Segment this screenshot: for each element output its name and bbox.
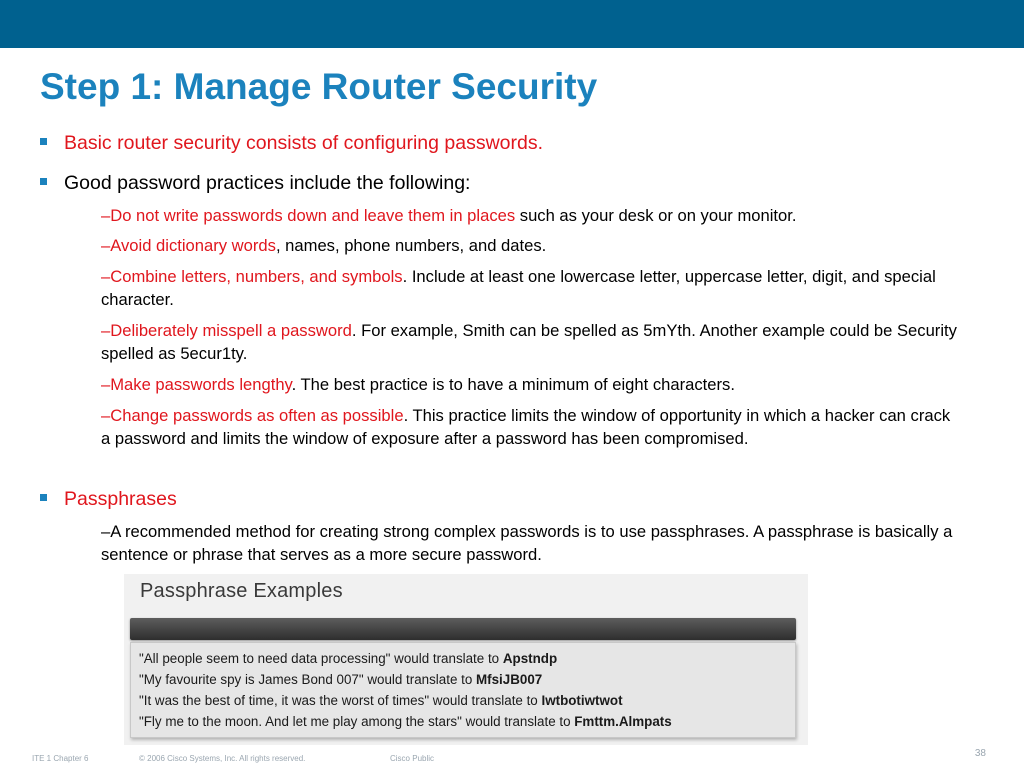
practice-highlight: –Do not write passwords down and leave them in places	[101, 206, 516, 225]
practice-highlight: –Combine letters, numbers, and symbols	[101, 267, 403, 286]
practice-item	[101, 373, 961, 396]
slide-title: Step 1: Manage Router Security	[40, 66, 598, 107]
practice-item	[101, 404, 961, 450]
example-row	[139, 714, 672, 729]
examples-list	[130, 642, 796, 738]
square-bullet-icon	[40, 138, 47, 145]
example-row	[139, 672, 542, 687]
practice-highlight: –Avoid dictionary words	[101, 236, 276, 255]
practice-rest: . This practice limits the window of opportunity in which a hacker can crack a password and limits the window of exposure after a password has been compromised.	[101, 406, 951, 448]
footer-copyright: © 2006 Cisco Systems, Inc. All rights reserved.	[139, 754, 306, 763]
figure-title: Passphrase Examples	[140, 580, 343, 602]
example-result: MfsiJB007	[476, 672, 543, 687]
practice-highlight: –Deliberately misspell a password	[101, 321, 352, 340]
example-row	[139, 693, 623, 708]
example-phrase: "Fly me to the moon. And let me play among the stars" would translate to	[139, 714, 575, 729]
practice-item	[101, 234, 961, 257]
page-number: 38	[974, 748, 986, 759]
practice-item	[101, 204, 961, 227]
practice-item	[101, 319, 961, 365]
bullet-text: Basic router security consists of configuring passwords.	[64, 132, 544, 154]
practice-highlight: –Change passwords as often as possible	[101, 406, 404, 425]
practice-rest: such as your desk or on your monitor.	[515, 206, 797, 225]
example-result: Iwtbotiwtwot	[541, 693, 623, 708]
example-row	[139, 651, 557, 666]
example-result: Fmttm.Almpats	[574, 714, 672, 729]
passphrase-description: –A recommended method for creating strong complex passwords is to use passphrases. A passphrase is basically a sentence or phrase that serves as a more secure password.	[101, 522, 953, 564]
example-phrase: "All people seem to need data processing" would translate to	[139, 651, 503, 666]
practice-rest: . Include at least one lowercase letter, uppercase letter, digit, and special character.	[101, 267, 936, 309]
practice-highlight: –Make passwords lengthy	[101, 375, 292, 394]
figure-header-bar	[130, 618, 796, 640]
practice-rest: , names, phone numbers, and dates.	[275, 236, 547, 255]
practice-rest: . For example, Smith can be spelled as 5mYth. Another example could be Security spelled as 5ecur1ty.	[101, 321, 957, 363]
example-result: Apstndp	[502, 651, 558, 666]
example-phrase: "It was the best of time, it was the worst of times" would translate to	[139, 693, 542, 708]
bullet-text: Passphrases	[64, 488, 177, 510]
footer-classification: Cisco Public	[390, 754, 435, 763]
passphrase-examples-figure	[124, 574, 808, 745]
footer-chapter: ITE 1 Chapter 6	[32, 754, 89, 763]
example-phrase: "My favourite spy is James Bond 007" would translate to	[139, 672, 476, 687]
practice-rest: . The best practice is to have a minimum of eight characters.	[291, 375, 735, 394]
bullet-text: Good password practices include the following:	[64, 172, 471, 194]
header-bar	[0, 0, 1024, 48]
practice-item	[101, 265, 961, 311]
square-bullet-icon	[40, 494, 47, 501]
square-bullet-icon	[40, 178, 47, 185]
